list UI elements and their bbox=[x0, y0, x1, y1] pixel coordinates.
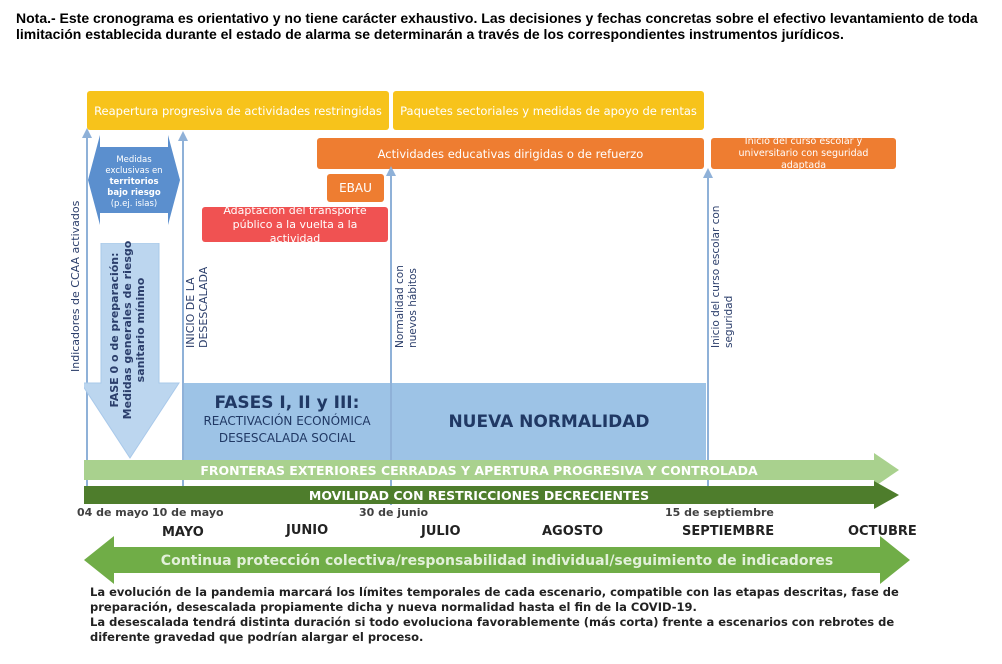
medidas-line5: (p.ej. islas) bbox=[110, 199, 158, 209]
medidas-line3: territorios bbox=[109, 177, 159, 187]
fases-line2: DESESCALADA SOCIAL bbox=[218, 431, 356, 445]
ccaa-text: Indicadores de CCAA activados bbox=[69, 200, 82, 372]
medidas-text bbox=[103, 155, 165, 210]
reapertura-label: Reapertura progresiva de actividades restringidas bbox=[94, 103, 382, 118]
continua-label: Continua protección colectiva/responsabilidad individual/seguimiento de indicadores bbox=[160, 553, 834, 569]
date-30-junio: 30 de junio bbox=[359, 506, 429, 519]
reapertura-box bbox=[87, 91, 389, 130]
fases-line1: REACTIVACIÓN ECONÓMICA bbox=[203, 414, 371, 428]
disclaimer-note: Nota.- Este cronograma es orientativo y no tiene carácter exhaustivo. Las decisiones y fechas concretas sobre el efectivo levantamiento de toda limitación establecida durante el estado de alarma se determinarán a través de los correspondientes instrumentos jurídicos. bbox=[16, 10, 978, 42]
curso-vert-line2: seguridad bbox=[723, 295, 735, 348]
ebau-label: EBAU bbox=[339, 181, 372, 195]
normalidad-label bbox=[394, 265, 420, 348]
transporte-box bbox=[202, 203, 388, 245]
fronteras-label: FRONTERAS EXTERIORES CERRADAS Y APERTURA PROGRESIVA Y CONTROLADA bbox=[200, 462, 758, 478]
nueva-normalidad-label: NUEVA NORMALIDAD bbox=[448, 412, 650, 432]
fase0-text bbox=[108, 240, 147, 420]
fase0-line1: FASE 0 o de preparación: bbox=[108, 252, 121, 408]
curso-vert-line1: Inicio del curso escolar con bbox=[710, 205, 722, 348]
footer-p2: La desescalada tendrá distinta duración si todo evoluciona favorablemente (más corta) frente a escenarios con rebrotes de diferente gravedad que podrían alargar el proceso. bbox=[90, 615, 895, 644]
movilidad-label: MOVILIDAD CON RESTRICCIONES DECRECIENTES bbox=[308, 487, 650, 503]
inicio-desescalada-label bbox=[184, 267, 210, 348]
date-10-mayo: 10 de mayo bbox=[152, 506, 224, 519]
ebau-box bbox=[327, 174, 384, 202]
inicio-line1: INICIO DE LA bbox=[184, 277, 197, 348]
paquetes-label: Paquetes sectoriales y medidas de apoyo de rentas bbox=[400, 103, 697, 118]
transporte-label: Adaptación del transporte público a la vuelta a la actividad bbox=[223, 203, 367, 245]
fases-title: FASES I, II y III: bbox=[214, 393, 360, 413]
fase0-line3: sanitario mínimo bbox=[134, 277, 147, 383]
continua-label-box bbox=[114, 549, 880, 573]
month-julio: JULIO bbox=[421, 524, 461, 539]
medidas-line4: bajo riesgo bbox=[107, 188, 161, 198]
month-junio: JUNIO bbox=[286, 523, 329, 538]
medidas-line1: Medidas bbox=[116, 155, 152, 165]
nueva-normalidad-block bbox=[392, 383, 706, 461]
curso-label: Inicio del curso escolar y universitario con seguridad adaptada bbox=[738, 135, 869, 171]
fases-block bbox=[184, 383, 390, 461]
month-septiembre: SEPTIEMBRE bbox=[682, 524, 775, 539]
footer-text bbox=[90, 585, 910, 645]
date-15-septiembre: 15 de septiembre bbox=[665, 506, 774, 519]
curso-box bbox=[711, 135, 896, 171]
normalidad-line2: nuevos hábitos bbox=[407, 268, 419, 348]
educativas-label: Actividades educativas dirigidas o de refuerzo bbox=[377, 146, 644, 161]
footer-p1: La evolución de la pandemia marcará los límites temporales de cada escenario, compatible con las etapas descritas, fase de preparación, desescalada propiamente dicha y nueva normalidad hasta el fin de la COVID-19. bbox=[90, 585, 899, 614]
date-04-mayo: 04 de mayo bbox=[77, 506, 149, 519]
month-octubre: OCTUBRE bbox=[848, 524, 917, 539]
inicio-line2: DESESCALADA bbox=[197, 266, 210, 348]
normalidad-line1: Normalidad con bbox=[394, 265, 406, 348]
movilidad-label-box bbox=[84, 486, 874, 504]
paquetes-box bbox=[393, 91, 704, 130]
ccaa-label bbox=[69, 201, 82, 372]
month-agosto: AGOSTO bbox=[542, 524, 604, 539]
curso-vertical-label bbox=[710, 206, 736, 348]
educativas-box bbox=[317, 138, 704, 169]
month-mayo: MAYO bbox=[162, 525, 204, 540]
fase0-line2: Medidas generales de riesgo bbox=[121, 240, 134, 420]
medidas-line2: exclusivas en bbox=[105, 166, 163, 176]
fronteras-label-box bbox=[84, 460, 874, 480]
